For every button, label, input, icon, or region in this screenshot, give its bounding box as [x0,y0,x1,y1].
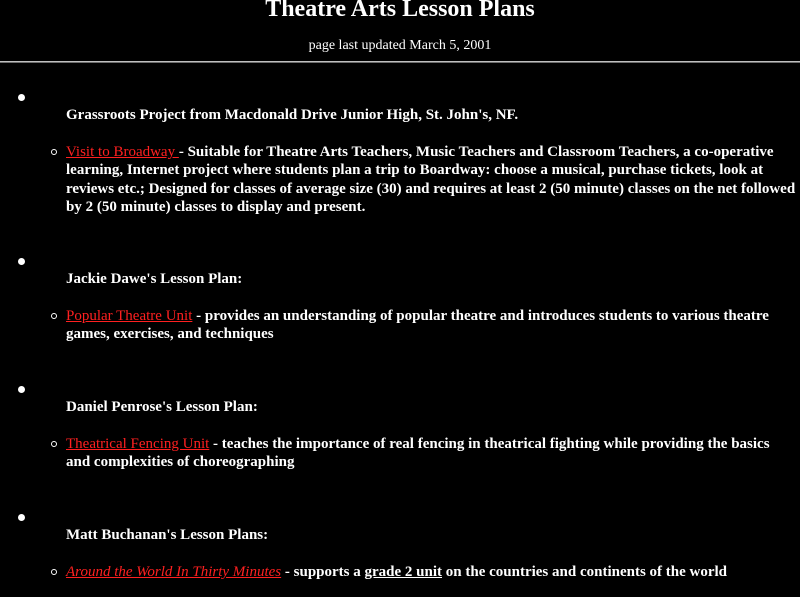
last-updated-text: page last updated March 5, 2001 [308,38,492,53]
around-the-world-description-prefix: - supports a [281,564,365,580]
visit-to-broadway-description: - Suitable for Theatre Arts Teachers, Music Teachers and Classroom Teachers, a co-operative learning, Internet project where students plan a trip to Boardway: choose a musical, purchase tickets, look at reviews etc.; Designed for classes of average size (30) and requires at least 2 (50 minute) classes on the net followed by 2 (50 minute) classes to display and present. [66,144,796,215]
list-item-popular-theatre [66,307,796,344]
around-the-world-link[interactable]: Around the World In Thirty Minutes [66,564,282,580]
theatrical-fencing-description: - teaches the importance of real fencing in theatrical fighting while providing the basics and complexities of choreographing [66,436,770,471]
list-item-around-the-world [66,563,796,581]
grade-2-unit-link[interactable]: grade 2 unit [364,564,443,580]
section-heading-matt-buchanan: Matt Buchanan's Lesson Plans: [66,527,269,543]
popular-theatre-unit-link[interactable]: Popular Theatre Unit [66,308,193,324]
bullet-icon [18,94,25,101]
bullet-icon [18,258,25,265]
horizontal-rule [0,61,800,63]
page-title: Theatre Arts Lesson Plans [265,0,535,22]
bullet-icon [18,514,25,521]
circle-bullet-icon [51,441,57,447]
section-heading-daniel-penrose: Daniel Penrose's Lesson Plan: [66,399,258,415]
list-item-visit-to-broadway [66,143,796,216]
circle-bullet-icon [51,149,57,155]
theatrical-fencing-unit-link[interactable]: Theatrical Fencing Unit [66,436,210,452]
circle-bullet-icon [51,313,57,319]
around-the-world-description-suffix: on the countries and continents of the world [442,564,728,580]
popular-theatre-description: - provides an understanding of popular theatre and introduces students to various theatre games, exercises, and techniques [66,308,769,343]
visit-to-broadway-link[interactable]: Visit to Broadway [66,144,179,160]
circle-bullet-icon [51,569,57,575]
list-item-theatrical-fencing [66,435,796,472]
section-heading-jackie-dawe: Jackie Dawe's Lesson Plan: [66,271,243,287]
section-heading-grassroots: Grassroots Project from Macdonald Drive Junior High, St. John's, NF. [66,107,519,123]
bullet-icon [18,386,25,393]
